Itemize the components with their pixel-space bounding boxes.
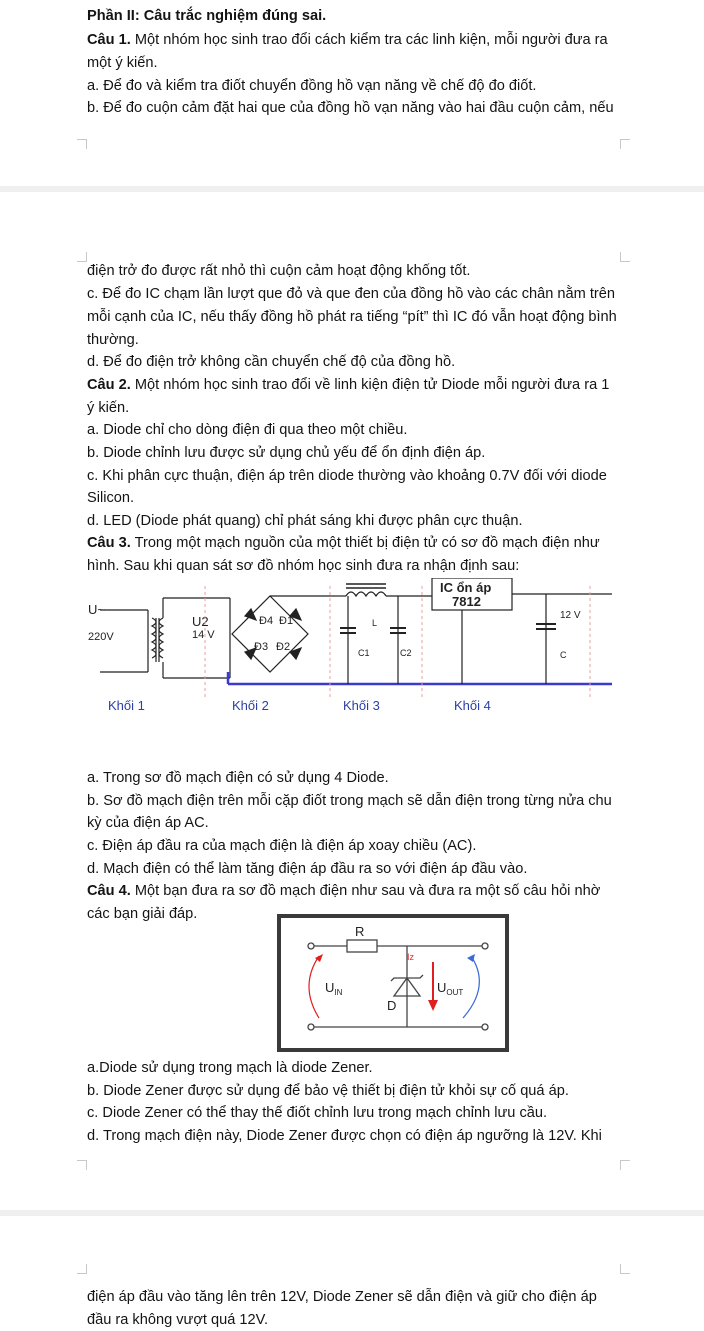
q2-intro-line2: ý kiến.: [87, 400, 130, 416]
q4-option-b: b. Diode Zener được sử dụng để bảo vệ thiết bị điện tử khỏi sự cố quá áp.: [87, 1083, 569, 1099]
output-voltage: 12 V: [560, 610, 581, 621]
q1-option-c-line3: thường.: [87, 332, 139, 348]
q3-option-d: d. Mạch điện có thể làm tăng điện áp đầu ra so với điện áp đầu vào.: [87, 861, 528, 877]
q1-option-c-line1: c. Để đo IC chạm lần lượt que đỏ và que đen của đồng hồ vào các chân nằm trên: [87, 286, 616, 302]
page-corner-mark: [77, 1264, 87, 1274]
q2-label: Câu 2.: [87, 377, 131, 393]
source-label: U~: [88, 602, 105, 617]
q1-intro-line2: một ý kiến.: [87, 55, 158, 71]
inductor-label: L: [372, 618, 378, 628]
q1-label: Câu 1.: [87, 32, 131, 48]
q1-option-b-line1: b. Để đo cuộn cảm đặt hai que của đồng hồ vạn năng vào hai đầu cuộn cảm, nếu: [87, 100, 614, 116]
q1-option-a: a. Để đo và kiểm tra điốt chuyển đồng hồ vạn năng về chế độ đo điốt.: [87, 78, 537, 94]
q4-option-a: a.Diode sử dụng trong mạch là diode Zener.: [87, 1060, 373, 1076]
q4-option-c: c. Diode Zener có thể thay thế điốt chỉnh lưu trong mạch chỉnh lưu cầu.: [87, 1105, 548, 1121]
page-corner-mark: [77, 1160, 87, 1170]
q2-option-c-line2: Silicon.: [87, 490, 135, 506]
zener-circuit-diagram: [277, 914, 509, 1052]
q3-option-c: c. Điện áp đầu ra của mạch điện là điện áp xoay chiều (AC).: [87, 838, 477, 854]
page-1: [0, 0, 704, 186]
q4-intro-line2: các bạn giải đáp.: [87, 906, 198, 922]
q2-intro-line1: [87, 375, 609, 395]
q1-option-c-line2: mỗi cạnh của IC, nếu thấy đồng hồ phát ra tiếng “pít” thì IC đó vẫn hoạt động bình: [87, 309, 617, 325]
page-3: [0, 1216, 704, 1331]
q1-option-b-line2: điện trở đo được rất nhỏ thì cuộn cảm hoạt động khống tốt.: [87, 263, 471, 279]
power-supply-circuit-diagram: [0, 578, 704, 716]
q1-option-d: d. Để đo điện trở không cần chuyển chế độ của đồng hồ.: [87, 354, 456, 370]
q1-intro-line1: [87, 30, 608, 50]
q3-option-b-line1: b. Sơ đồ mạch điện trên mỗi cặp điốt trong mạch sẽ dẫn điện trong từng nửa chu: [87, 793, 612, 809]
capacitor-c1-label: C1: [358, 648, 370, 658]
block2-label: Khối 2: [232, 698, 269, 713]
q3-option-b-line2: kỳ của điện áp AC.: [87, 815, 209, 831]
zener-current-label: Iz: [407, 952, 415, 962]
page-corner-mark: [620, 1264, 630, 1274]
page-corner-mark: [620, 139, 630, 149]
q4-text: Một bạn đưa ra sơ đồ mạch điện như sau và đưa ra một số câu hỏi nhờ: [130, 883, 601, 899]
block4-label: Khối 4: [454, 698, 491, 713]
q3-option-a: a. Trong sơ đồ mạch điện có sử dụng 4 Diode.: [87, 770, 389, 786]
q4-intro-line1: [87, 881, 600, 901]
q4-option-d-line2: điện áp đầu vào tăng lên trên 12V, Diode Zener sẽ dẫn điện và giữ cho điện áp: [87, 1289, 597, 1305]
q3-intro-line2: hình. Sau khi quan sát sơ đồ nhóm học sinh đưa ra nhận định sau:: [87, 558, 520, 574]
page-corner-mark: [620, 1160, 630, 1170]
block3-label: Khối 3: [343, 698, 380, 713]
diode-d4: Đ4: [259, 615, 274, 627]
ic-label: IC ổn áp: [440, 580, 492, 595]
page-2: [0, 192, 704, 1210]
source-voltage: 220V: [88, 631, 114, 643]
uout-subscript: OUT: [446, 988, 464, 997]
transformer-symbol: [152, 598, 230, 678]
page-corner-mark: [77, 139, 87, 149]
resistor-label: R: [355, 924, 365, 939]
diode-label: D: [387, 998, 397, 1013]
diode-d1: Đ1: [279, 615, 294, 627]
capacitor-c2-label: C2: [400, 648, 412, 658]
q3-text: Trong một mạch nguồn của một thiết bị điện tử có sơ đồ mạch điện như: [130, 535, 600, 551]
diode-d2: Đ2: [276, 641, 291, 653]
q2-option-b: b. Diode chỉnh lưu được sử dụng chủ yếu để ổn định điện áp.: [87, 445, 486, 461]
lc-filter: [330, 584, 432, 684]
uin-symbol: U: [325, 980, 335, 995]
transformer-label: U2: [192, 614, 209, 629]
page-corner-mark: [620, 252, 630, 262]
diode-d3: Đ3: [254, 641, 269, 653]
uout-symbol: U: [437, 980, 447, 995]
page-corner-mark: [77, 252, 87, 262]
ic-model: 7812: [452, 594, 481, 609]
q3-label: Câu 3.: [87, 535, 131, 551]
uin-subscript: IN: [334, 988, 343, 997]
block1-label: Khối 1: [108, 698, 145, 713]
capacitor-c-label: C: [560, 650, 567, 660]
q3-intro-line1: [87, 533, 600, 553]
q4-label: Câu 4.: [87, 883, 131, 899]
q2-option-c-line1: c. Khi phân cực thuận, điện áp trên diode thường vào khoảng 0.7V đối với diode: [87, 468, 607, 484]
q1-text: Một nhóm học sinh trao đổi cách kiểm tra các linh kiện, mỗi người đưa ra: [130, 32, 608, 48]
section-title: Phần II: Câu trắc nghiệm đúng sai.: [87, 8, 327, 24]
q2-option-a: a. Diode chỉ cho dòng điện đi qua theo một chiều.: [87, 422, 408, 438]
bridge-rectifier: [230, 596, 330, 678]
q4-option-d-line1: d. Trong mạch điện này, Diode Zener được chọn có điện áp ngưỡng là 12V. Khi: [87, 1128, 602, 1144]
q2-option-d: d. LED (Diode phát quang) chỉ phát sáng khi được phân cực thuận.: [87, 513, 523, 529]
transformer-voltage: 14 V: [192, 629, 215, 641]
q4-option-d-line3: đầu ra không vượt quá 12V.: [87, 1312, 269, 1328]
q2-text: Một nhóm học sinh trao đổi về linh kiện điện tử Diode mỗi người đưa ra 1: [130, 377, 610, 393]
